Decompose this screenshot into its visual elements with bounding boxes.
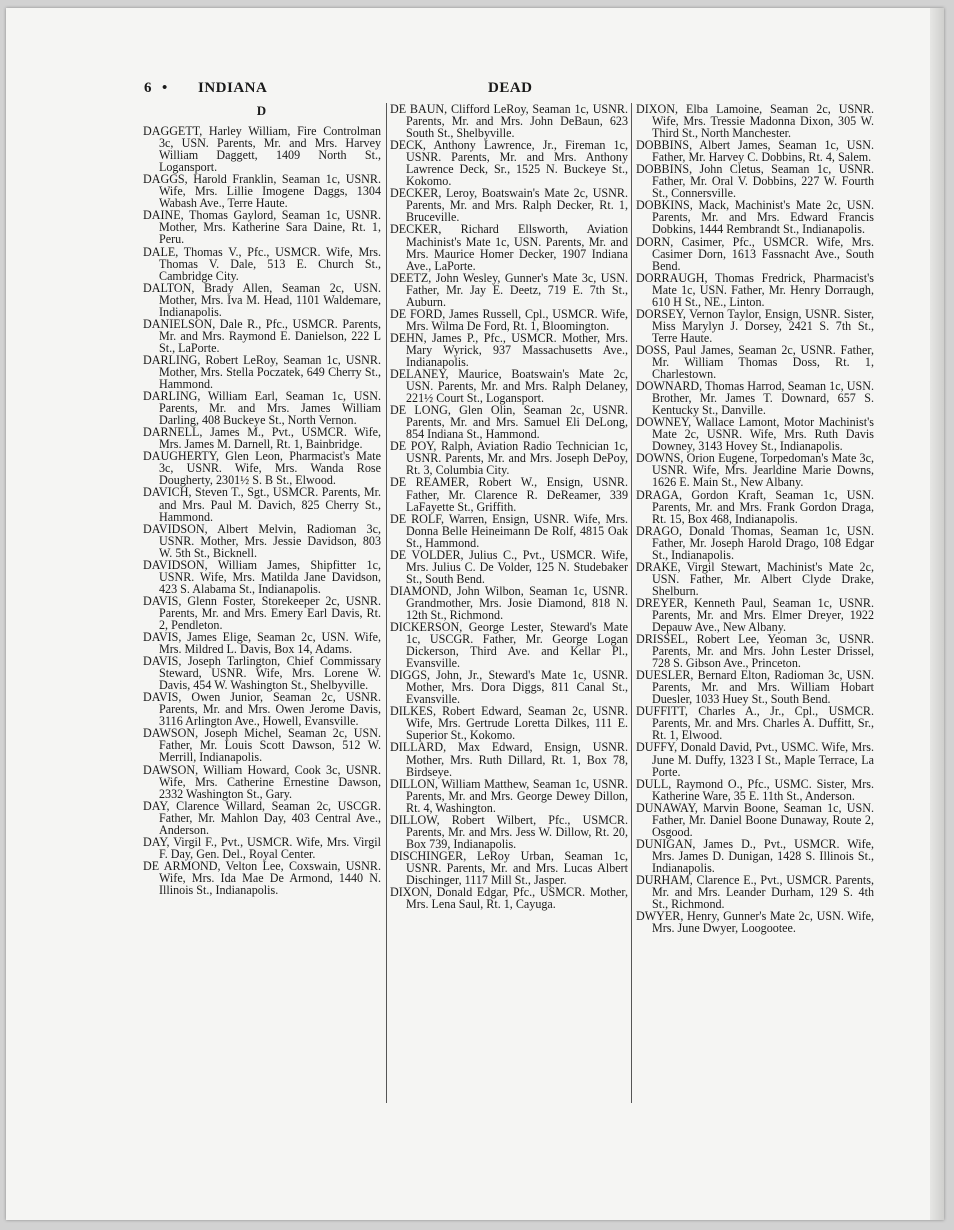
casualty-entry: DAVIS, Joseph Tarlington, Chief Commissary Steward, USNR. Wife, Mrs. Lorene W. Davis, 454 W. Washington St., Shelbyville. [143,654,381,693]
casualty-entry: DAGGETT, Harley William, Fire Controlman 3c, USN. Parents, Mr. and Mrs. Harvey William Daggett, 1409 North St., Logansport. [143,124,381,175]
casualty-entry: DUFFITT, Charles A., Jr., Cpl., USMCR. Parents, Mr. and Mrs. Charles A. Duffitt, Sr., Rt. 1, Elwood. [636,704,874,743]
casualty-entry: DE FORD, James Russell, Cpl., USMCR. Wife, Mrs. Wilma De Ford, Rt. 1, Bloomington. [390,306,628,333]
casualty-entry: DAVICH, Steven T., Sgt., USMCR. Parents, Mr. and Mrs. Paul M. Davich, 825 Cherry St., Hammond. [143,485,381,524]
casualty-entry: DE VOLDER, Julius C., Pvt., USMCR. Wife, Mrs. Julius C. De Volder, 125 N. Studebaker St., South Bend. [390,547,628,586]
column-3 [636,103,874,934]
casualty-entry: DRAKE, Virgil Stewart, Machinist's Mate 2c, USN. Father, Mr. Albert Clyde Drake, Shelburn. [636,559,874,598]
casualty-entry: DE REAMER, Robert W., Ensign, USNR. Father, Mr. Clarence R. DeReamer, 339 LaFayette St., Griffith. [390,475,628,514]
column-2 [390,103,628,910]
section-title: DEAD [488,80,533,96]
casualty-entry: DICKERSON, George Lester, Steward's Mate 1c, USCGR. Father, Mr. George Logan Dickerson, Third Ave. and Kellar Pl., Evansville. [390,620,628,671]
casualty-entry: DAVIS, Glenn Foster, Storekeeper 2c, USNR. Parents, Mr. and Mrs. Emery Earl Davis, Rt. 2, Pendleton. [143,593,381,632]
casualty-entry: DOBBINS, John Cletus, Seaman 1c, USNR. Father, Mr. Oral V. Dobbins, 227 W. Fourth St., Connersville. [636,162,874,201]
letter-heading: D [256,103,268,118]
casualty-entry: DAGGS, Harold Franklin, Seaman 1c, USNR. Wife, Mrs. Lillie Imogene Daggs, 1304 Wabash Ave., Terre Haute. [143,172,381,211]
column-divider [386,103,387,1103]
casualty-entry: DALE, Thomas V., Pfc., USMCR. Wife, Mrs. Thomas V. Dale, 513 E. Church St., Cambridge City. [143,244,381,283]
casualty-entry: DE ROLF, Warren, Ensign, USNR. Wife, Mrs. Donna Belle Heineimann De Rolf, 4815 Oak St., Hammond. [390,511,628,550]
casualty-entry: DE BAUN, Clifford LeRoy, Seaman 1c, USNR. Parents, Mr. and Mrs. John DeBaun, 623 South St., Shelbyville. [390,102,628,141]
casualty-entry: DANIELSON, Dale R., Pfc., USMCR. Parents, Mr. and Mrs. Raymond E. Danielson, 222 L St., LaPorte. [143,316,381,355]
casualty-entry: DAVIDSON, Albert Melvin, Radioman 3c, USNR. Mother, Mrs. Jessie Davidson, 803 W. 5th St., Bicknell. [143,521,381,560]
casualty-entry: DEHN, James P., Pfc., USMCR. Mother, Mrs. Mary Wyrick, 937 Massachusetts Ave., Indianapolis. [390,330,628,369]
casualty-entry: DILLARD, Max Edward, Ensign, USNR. Mother, Mrs. Ruth Dillard, Rt. 1, Box 78, Birdseye. [390,740,628,779]
casualty-entry: DE LONG, Glen Olin, Seaman 2c, USNR. Parents, Mr. and Mrs. Samuel Eli DeLong, 854 Indiana St., Hammond. [390,403,628,442]
casualty-entry: DOSS, Paul James, Seaman 2c, USNR. Father, Mr. William Thomas Doss, Rt. 1, Charlestown. [636,342,874,382]
casualty-entry: DULL, Raymond O., Pfc., USMC. Sister, Mrs. Katherine Ware, 35 E. 11th St., Anderson. [636,776,874,803]
casualty-entry: DAVIS, Owen Junior, Seaman 2c, USNR. Parents, Mr. and Mrs. Owen Jerome Davis, 3116 Arlington Ave., Howell, Evansville. [143,690,381,729]
casualty-entry: DRAGO, Donald Thomas, Seaman 1c, USN. Father, Mr. Joseph Harold Drago, 108 Edgar St., Indianapolis. [636,523,874,562]
page-number: 6 [144,80,152,96]
casualty-entry: DISCHINGER, LeRoy Urban, Seaman 1c, USNR. Parents, Mr. and Mrs. Lucas Albert Dischinger, 1117 Mill St., Jasper. [390,848,628,887]
column-1 [143,103,381,896]
casualty-entry: DIGGS, John, Jr., Steward's Mate 1c, USNR. Mother, Mrs. Dora Diggs, 811 Canal St., Evansville. [390,668,628,707]
casualty-entry: DE ARMOND, Velton Lee, Coxswain, USNR. Wife, Mrs. Ida Mae De Armond, 1440 N. Illinois St., Indianapolis. [143,858,381,897]
casualty-entry: DOBBINS, Albert James, Seaman 1c, USN. Father, Mr. Harvey C. Dobbins, Rt. 4, Salem. [636,138,874,165]
casualty-entry: DAVIDSON, William James, Shipfitter 1c, USNR. Wife, Mrs. Matilda Jane Davidson, 423 S. Alabama St., Indianapolis. [143,557,381,596]
casualty-entry: DORN, Casimer, Pfc., USMCR. Wife, Mrs. Casimer Dorn, 1613 Fassnacht Ave., South Bend. [636,234,874,273]
casualty-entry: DAINE, Thomas Gaylord, Seaman 1c, USNR. Mother, Mrs. Katherine Sara Daine, Rt. 1, Peru. [143,208,381,247]
casualty-entry: DOWNS, Orion Eugene, Torpedoman's Mate 3c, USNR. Wife, Mrs. Jearldine Marie Downs, 1626 E. Main St., New Albany. [636,451,874,490]
casualty-entry: DILKES, Robert Edward, Seaman 2c, USNR. Wife, Mrs. Gertrude Loretta Dilkes, 111 E. Superior St., Kokomo. [390,704,628,743]
casualty-entry: DAUGHERTY, Glen Leon, Pharmacist's Mate 3c, USNR. Wife, Mrs. Wanda Rose Dougherty, 2301½ S. B St., Elwood. [143,449,381,488]
casualty-entry: DECK, Anthony Lawrence, Jr., Fireman 1c, USNR. Parents, Mr. and Mrs. Anthony Lawrence Deck, Sr., 1525 N. Buckeye St., Kokomo. [390,138,628,189]
casualty-entry: DIXON, Donald Edgar, Pfc., USMCR. Mother, Mrs. Lena Saul, Rt. 1, Cayuga. [390,885,628,912]
casualty-entry: DUNAWAY, Marvin Boone, Seaman 1c, USN. Father, Mr. Daniel Boone Dunaway, Route 2, Osgood. [636,800,874,839]
casualty-entry: DILLOW, Robert Wilbert, Pfc., USMCR. Parents, Mr. and Mrs. Jess W. Dillow, Rt. 20, Box 739, Indianapolis. [390,812,628,851]
casualty-entry: DOWNEY, Wallace Lamont, Motor Machinist's Mate 2c, USNR. Wife, Mrs. Ruth Davis Downey, 3143 Hovey St., Indianapolis. [636,415,874,454]
casualty-entry: DOWNARD, Thomas Harrod, Seaman 1c, USN. Brother, Mr. James T. Downard, 657 S. Kentucky St., Danville. [636,379,874,418]
casualty-entry: DELANEY, Maurice, Boatswain's Mate 2c, USN. Parents, Mr. and Mrs. Ralph Delaney, 221½ Court St., Logansport. [390,367,628,406]
casualty-entry: DALTON, Brady Allen, Seaman 2c, USN. Mother, Mrs. Iva M. Head, 1101 Waldemare, Indianapolis. [143,280,381,319]
casualty-entry: DIAMOND, John Wilbon, Seaman 1c, USNR. Grandmother, Mrs. Josie Diamond, 818 N. 12th St., Richmond. [390,583,628,622]
casualty-entry: DUESLER, Bernard Elton, Radioman 3c, USN. Parents, Mr. and Mrs. William Hobart Duesler, 1033 Huey St., South Bend. [636,668,874,707]
state-title: INDIANA [198,80,268,96]
casualty-entry: DECKER, Richard Ellsworth, Aviation Machinist's Mate 1c, USN. Parents, Mr. and Mrs. Maurice Homer Decker, 1907 Indiana Ave., LaPorte. [390,222,628,273]
page-header [140,80,880,100]
casualty-entry: DAVIS, James Elige, Seaman 2c, USN. Wife, Mrs. Mildred L. Davis, Box 14, Adams. [143,630,381,657]
casualty-entry: DARLING, Robert LeRoy, Seaman 1c, USNR. Mother, Mrs. Stella Poczatek, 649 Cherry St., Hammond. [143,352,381,392]
casualty-entry: DE POY, Ralph, Aviation Radio Technician 1c, USNR. Parents, Mr. and Mrs. Joseph DePoy, Rt. 3, Columbia City. [390,439,628,478]
casualty-entry: DRISSEL, Robert Lee, Yeoman 3c, USNR. Parents, Mr. and Mrs. John Lester Drissel, 728 S. Gibson Ave., Princeton. [636,632,874,671]
header-bullet: • [162,80,168,96]
casualty-entry: DEETZ, John Wesley, Gunner's Mate 3c, USN. Father, Mr. Jay E. Deetz, 719 E. 7th St., Auburn. [390,270,628,309]
casualty-entry: DAY, Clarence Willard, Seaman 2c, USCGR. Father, Mr. Mahlon Day, 403 Central Ave., Anderson. [143,798,381,837]
casualty-entry: DILLON, William Matthew, Seaman 1c, USNR. Parents, Mr. and Mrs. George Dewey Dillon, Rt. 4, Washington. [390,776,628,815]
casualty-entry: DAY, Virgil F., Pvt., USMCR. Wife, Mrs. Virgil F. Day, Gen. Del., Royal Center. [143,834,381,861]
casualty-entry: DORSEY, Vernon Taylor, Ensign, USNR. Sister, Miss Marylyn J. Dorsey, 2421 S. 7th St., Terre Haute. [636,306,874,345]
casualty-entry: DURHAM, Clarence E., Pvt., USMCR. Parents, Mr. and Mrs. Leander Durham, 129 S. 4th St., Richmond. [636,873,874,912]
casualty-entry: DARLING, William Earl, Seaman 1c, USN. Parents, Mr. and Mrs. James William Darling, 408 Buckeye St., North Vernon. [143,389,381,428]
casualty-entry: DIXON, Elba Lamoine, Seaman 2c, USNR. Wife, Mrs. Tressie Madonna Dixon, 305 W. Third St., North Manchester. [636,102,874,141]
column-divider [631,103,632,1103]
casualty-entry: DUFFY, Donald David, Pvt., USMC. Wife, Mrs. June M. Duffy, 1323 I St., Maple Terrace, La Porte. [636,740,874,779]
page-edge [930,8,944,1220]
casualty-entry: DOBKINS, Mack, Machinist's Mate 2c, USN. Parents, Mr. and Mrs. Edward Francis Dobkins, 1444 Rembrandt St., Indianapolis. [636,198,874,237]
casualty-entry: DUNIGAN, James D., Pvt., USMCR. Wife, Mrs. James D. Dunigan, 1428 S. Illinois St., Indianapolis. [636,836,874,875]
casualty-entry: DAWSON, William Howard, Cook 3c, USNR. Wife, Mrs. Catherine Ernestine Dawson, 2332 Washington St., Gary. [143,762,381,801]
casualty-entry: DECKER, Leroy, Boatswain's Mate 2c, USNR. Parents, Mr. and Mrs. Ralph Decker, Rt. 1, Bruceville. [390,186,628,225]
casualty-entry: DORRAUGH, Thomas Fredrick, Pharmacist's Mate 1c, USN. Father, Mr. Henry Dorraugh, 610 H St., NE., Linton. [636,270,874,309]
casualty-entry: DARNELL, James M., Pvt., USMCR. Wife, Mrs. James M. Darnell, Rt. 1, Bainbridge. [143,425,381,452]
casualty-entry: DREYER, Kenneth Paul, Seaman 1c, USNR. Parents, Mr. and Mrs. Elmer Dreyer, 1922 Depauw Ave., New Albany. [636,595,874,635]
casualty-entry: DAWSON, Joseph Michel, Seaman 2c, USN. Father, Mr. Louis Scott Dawson, 512 W. Merrill, Indianapolis. [143,726,381,765]
casualty-entry: DRAGA, Gordon Kraft, Seaman 1c, USN. Parents, Mr. and Mrs. Frank Gordon Draga, Rt. 15, Box 468, Indianapolis. [636,487,874,526]
casualty-entry: DWYER, Henry, Gunner's Mate 2c, USN. Wife, Mrs. June Dwyer, Loogootee. [636,909,874,936]
